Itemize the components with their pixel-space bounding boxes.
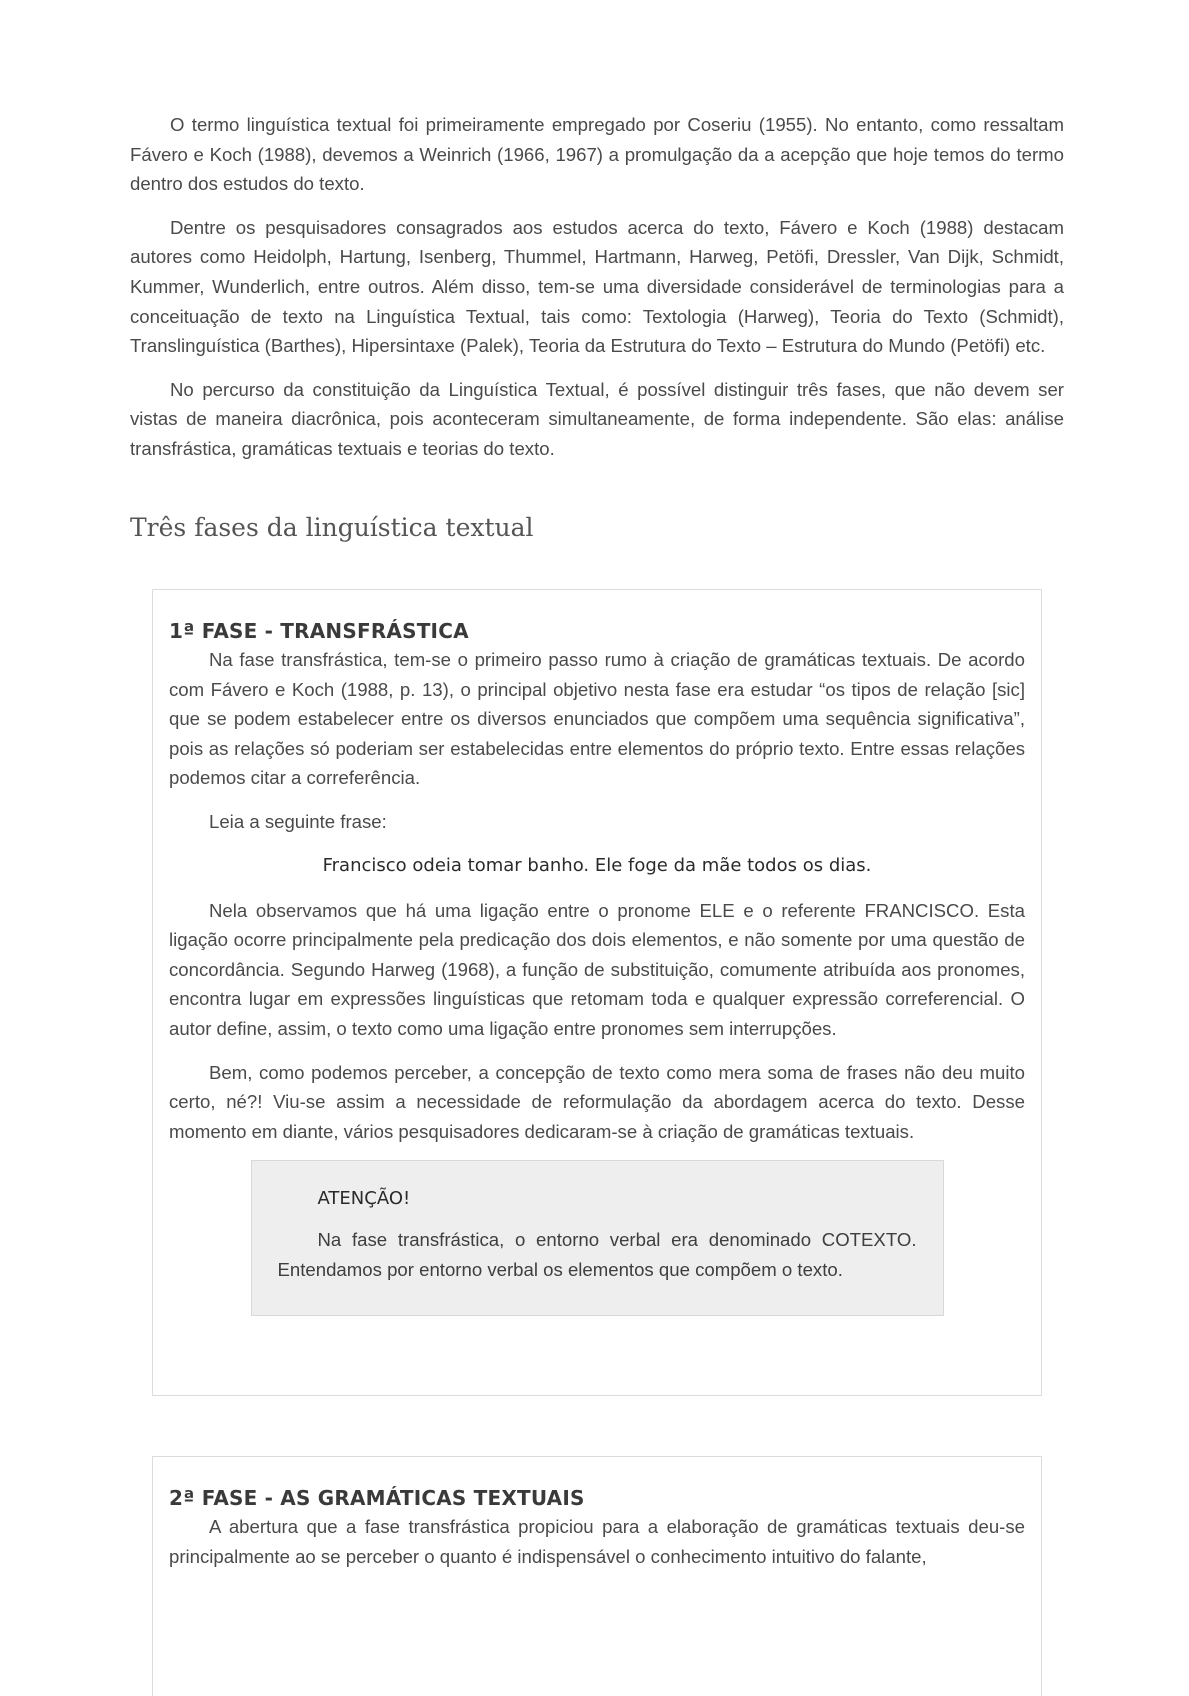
attention-box: [251, 1160, 944, 1315]
attention-title: ATENÇÃO!: [317, 1188, 411, 1210]
phase-1-paragraph: Na fase transfrástica, tem-se o primeiro passo rumo à criação de gramáticas textuais. De acordo com Fávero e Koch (1988, p. 13), o principal objetivo nesta fase era estudar “os tipos de relação [sic] que se podem estabelecer entre os diversos enunciados que compõem uma sequência significativa”, pois as relações só poderiam ser estabelecidas entre elementos do próprio texto. Entre essas relações podemos citar a correferência.: [169, 649, 1025, 789]
phase-1-paragraph: Bem, como podemos perceber, a concepção de texto como mera soma de frases não deu muito certo, né?! Viu-se assim a necessidade de reformulação da abordagem acerca do texto. Desse momento em diante, vários pesquisadores dedicaram-se à criação de gramáticas textuais.: [169, 1061, 1025, 1142]
intro-paragraph: O termo linguística textual foi primeiramente empregado por Coseriu (1955). No entanto, como ressaltam Fávero e Koch (1988), devemos a Weinrich (1966, 1967) a promulgação da a acepção que hoje temos do termo dentro dos estudos do texto.: [130, 114, 1064, 195]
section-title: Três fases da linguística textual: [130, 513, 534, 542]
phase-1-card: [152, 589, 1042, 1396]
phase-2-heading: 2ª FASE - AS GRAMÁTICAS TEXTUAIS: [169, 1486, 585, 1510]
example-sentence: Francisco odeia tomar banho. Ele foge da mãe todos os dias.: [322, 854, 872, 876]
phase-1-paragraph: Leia a seguinte frase:: [209, 810, 387, 832]
phase-2-paragraph: A abertura que a fase transfrástica propiciou para a elaboração de gramáticas textuais deu-se principalmente ao se perceber o quanto é indispensável o conhecimento intuitivo do falante,: [169, 1516, 1025, 1567]
intro-section: [130, 110, 1064, 478]
intro-paragraph: No percurso da constituição da Linguística Textual, é possível distinguir três fases, que não devem ser vistas de maneira diacrônica, pois aconteceram simultaneamente, de forma independente. São elas: análise transfrástica, gramáticas textuais e teorias do texto.: [130, 378, 1064, 459]
phase-2-card: [152, 1456, 1042, 1696]
intro-paragraph: Dentre os pesquisadores consagrados aos estudos acerca do texto, Fávero e Koch (1988) destacam autores como Heidolph, Hartung, Isenberg, Thummel, Hartmann, Harweg, Petöfi, Dressler, Van Dijk, Schmidt, Kummer, Wunderlich, entre outros. Além disso, tem-se uma diversidade considerável de terminologias para a conceituação de texto na Linguística Textual, tais como: Textologia (Harweg), Teoria do Texto (Schmidt), Translinguística (Barthes), Hipersintaxe (Palek), Teoria da Estrutura do Texto – Estrutura do Mundo (Petöfi) etc.: [130, 216, 1064, 357]
phase-1-heading: 1ª FASE - TRANSFRÁSTICA: [169, 619, 469, 643]
phase-1-paragraph: Nela observamos que há uma ligação entre o pronome ELE e o referente FRANCISCO. Esta ligação ocorre principalmente pela predicação dos dois elementos, e não somente por uma questão de concordância. Segundo Harweg (1968), a função de substituição, comumente atribuída aos pronomes, encontra lugar em expressões linguísticas que retomam toda e qualquer expressão correferencial. O autor define, assim, o texto como uma ligação entre pronomes sem interrupções.: [169, 899, 1025, 1039]
attention-text: Na fase transfrástica, o entorno verbal era denominado COTEXTO. Entendamos por entorno verbal os elementos que compõem o texto.: [277, 1229, 917, 1280]
